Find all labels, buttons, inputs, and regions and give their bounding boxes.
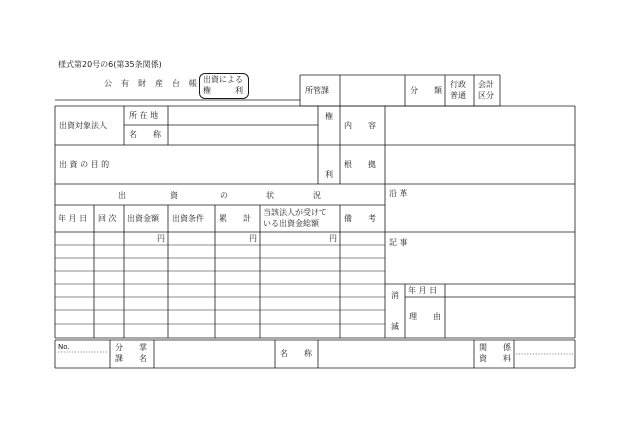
title-paren-line2: 権 利 xyxy=(203,86,243,95)
col-count-header: 回 次 xyxy=(98,214,117,223)
kubun-label: 区分 xyxy=(478,91,494,100)
col-amount-header: 出資金額 xyxy=(127,214,159,223)
footer-shiryou: 資 料 xyxy=(479,354,511,363)
target-corp-label: 出資対象法人 xyxy=(59,121,107,130)
page-title-char: 財 xyxy=(138,79,146,88)
page-title-char: 有 xyxy=(121,79,129,88)
futsu-label: 普通 xyxy=(450,91,466,100)
form-number: 様式第20号の6(第35条関係) xyxy=(58,60,162,69)
unit-cumulative: 円 xyxy=(249,234,257,243)
location-label: 所 在 地 xyxy=(129,111,159,120)
name-label: 名 称 xyxy=(129,130,161,139)
status-heading-char: 状 xyxy=(266,191,274,200)
notes-label: 記 事 xyxy=(389,238,408,247)
status-heading-char: の xyxy=(220,191,228,200)
page-title-char: 公 xyxy=(104,79,112,88)
col-received-header-2: いる出資金総額 xyxy=(263,219,319,228)
footer-bunshou: 分 掌 xyxy=(115,343,147,352)
status-heading-char: 資 xyxy=(170,191,178,200)
footer-kankei: 関 係 xyxy=(479,343,511,352)
footer-name-label: 名 称 xyxy=(280,349,312,358)
col-cumulative-header: 累 計 xyxy=(219,214,251,223)
erase-reason-label: 理 由 xyxy=(409,312,441,321)
col-conditions-header: 出資条件 xyxy=(172,214,204,223)
title-paren-line1: 出資による xyxy=(203,75,243,84)
purpose-label: 出 資 の 目 的 xyxy=(59,160,110,169)
erase-date-label: 年 月 日 xyxy=(408,286,438,295)
history-label: 沿 革 xyxy=(389,189,408,198)
content-label: 内 容 xyxy=(344,121,376,130)
erase-label-top: 消 xyxy=(391,291,399,300)
col-date-header: 年 月 日 xyxy=(58,214,88,223)
unit-received: 円 xyxy=(329,234,337,243)
page-title-char: 産 xyxy=(155,79,163,88)
footer-no-label: No. xyxy=(58,343,70,351)
unit-amount: 円 xyxy=(157,234,165,243)
kaikei-label: 会計 xyxy=(478,80,494,89)
basis-label: 根 拠 xyxy=(344,160,376,169)
rights-label-bottom: 利 xyxy=(325,170,333,179)
col-remarks-header: 備 考 xyxy=(344,214,376,223)
gyosei-label: 行政 xyxy=(450,80,466,89)
rights-label-top: 権 xyxy=(325,112,333,121)
page-title-char: 台 xyxy=(172,79,180,88)
col-received-header-1: 当該法人が受けて xyxy=(263,208,327,217)
status-heading-char: 況 xyxy=(313,191,321,200)
status-heading-char: 出 xyxy=(118,191,126,200)
footer-kamei: 課 名 xyxy=(115,354,147,363)
bunrui-label: 分 類 xyxy=(410,86,442,95)
page-title-char: 帳 xyxy=(189,79,197,88)
erase-label-bottom: 滅 xyxy=(391,322,399,331)
shokan-label: 所管課 xyxy=(305,86,329,95)
